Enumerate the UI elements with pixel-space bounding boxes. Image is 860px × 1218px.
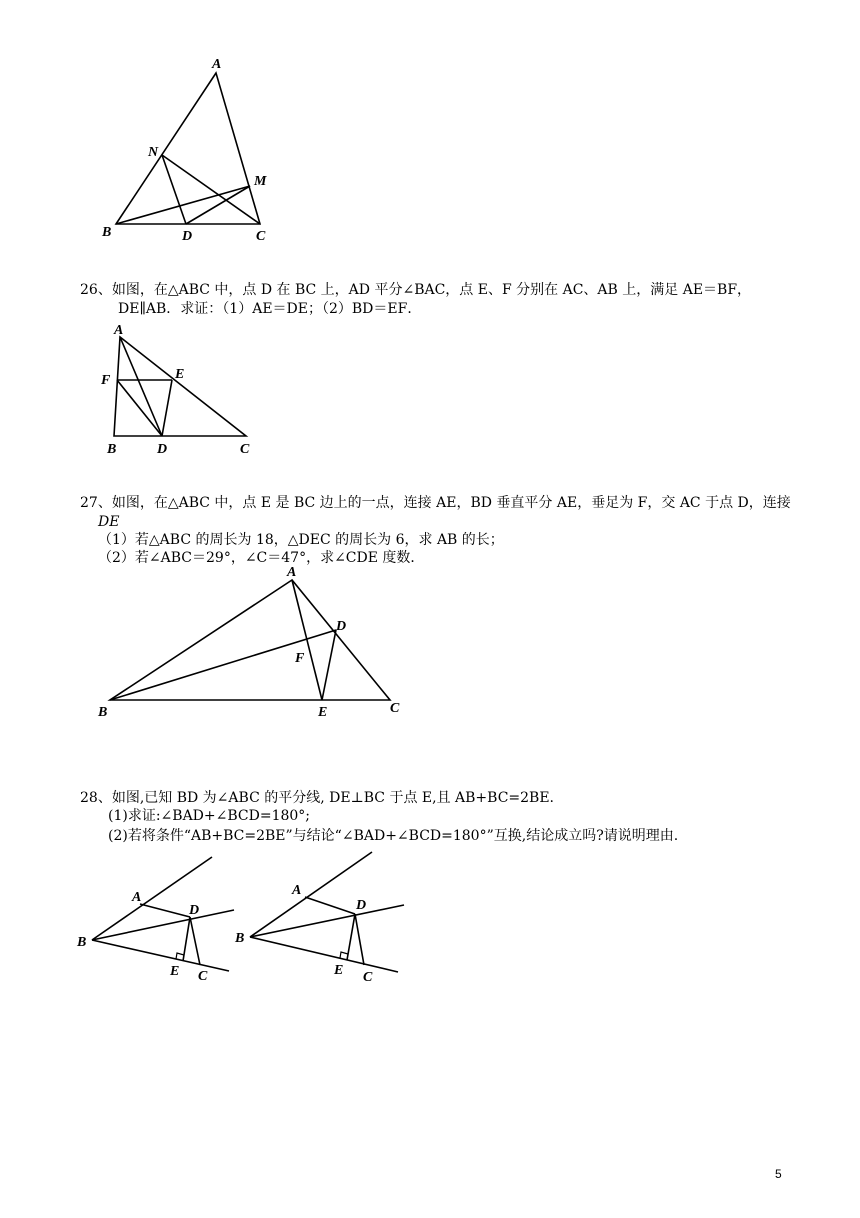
- label-c-28a: C: [198, 969, 208, 984]
- segment-de-28-2: [347, 914, 355, 960]
- label-c: C: [256, 229, 266, 244]
- label-c-27: C: [390, 701, 400, 716]
- problem-27-line-2: DE: [98, 514, 120, 530]
- label-e-27: E: [318, 705, 328, 720]
- label-f-26: F: [101, 373, 111, 388]
- problem-28-line-1: 28、如图,已知 BD 为∠ABC 的平分线, DE⊥BC 于点 E,且 AB+BC=2BE.: [80, 790, 555, 806]
- label-c-26: C: [240, 442, 250, 457]
- label-e-28b: E: [334, 963, 344, 978]
- label-b-28a: B: [77, 935, 87, 950]
- label-a-28b: A: [292, 883, 302, 898]
- label-e-26: E: [175, 367, 185, 382]
- label-d-26: D: [157, 442, 168, 457]
- label-m: M: [254, 174, 267, 189]
- label-b-27: B: [98, 705, 108, 720]
- label-d-28a: D: [189, 903, 200, 918]
- problem-26-line-1: 26、如图，在△ABC 中，点 D 在 BC 上，AD 平分∠BAC，点 E、F 分别在 AC、AB 上，满足 AE＝BF，: [80, 282, 752, 298]
- label-d-27: D: [336, 619, 347, 634]
- page-number: 5: [775, 1167, 782, 1181]
- problem-28-sub-2: (2)若将条件“AB+BC=2BE”与结论“∠BAD+∠BCD=180°”互换,结论成立吗?请说明理由.: [108, 828, 679, 844]
- label-b-26: B: [107, 442, 117, 457]
- label-f-27: F: [295, 651, 305, 666]
- problem-27-line-1: 27、如图，在△ABC 中，点 E 是 BC 边上的一点，连接 AE，BD 垂直平分 AE，垂足为 F，交 AC 于点 D，连接: [80, 495, 791, 511]
- label-a-26: A: [114, 323, 124, 338]
- ray-bc-2: [250, 937, 398, 972]
- segment-ad-28-2: [305, 897, 355, 914]
- problem-27-sub-1: （1）若△ABC 的周长为 18，△DEC 的周长为 6，求 AB 的长；: [98, 532, 504, 548]
- label-a-27: A: [287, 565, 297, 580]
- problem-28-sub-1: (1)求证:∠BAD+∠BCD=180°;: [108, 808, 311, 824]
- label-c-28b: C: [363, 970, 373, 985]
- problem-27-sub-2: （2）若∠ABC＝29°，∠C＝47°，求∠CDE 度数．: [98, 550, 425, 566]
- label-d-28b: D: [356, 898, 367, 913]
- label-e-28a: E: [170, 964, 180, 979]
- label-a: A: [212, 57, 222, 72]
- label-a-28a: A: [132, 890, 142, 905]
- label-n: N: [148, 145, 159, 160]
- label-b: B: [102, 225, 112, 240]
- segment-dc-28-2: [355, 914, 364, 965]
- problem-26-line-2: DE∥AB．求证：（1）AE＝DE；（2）BD＝EF．: [118, 301, 422, 317]
- label-d: D: [182, 229, 193, 244]
- label-b-28b: B: [235, 931, 245, 946]
